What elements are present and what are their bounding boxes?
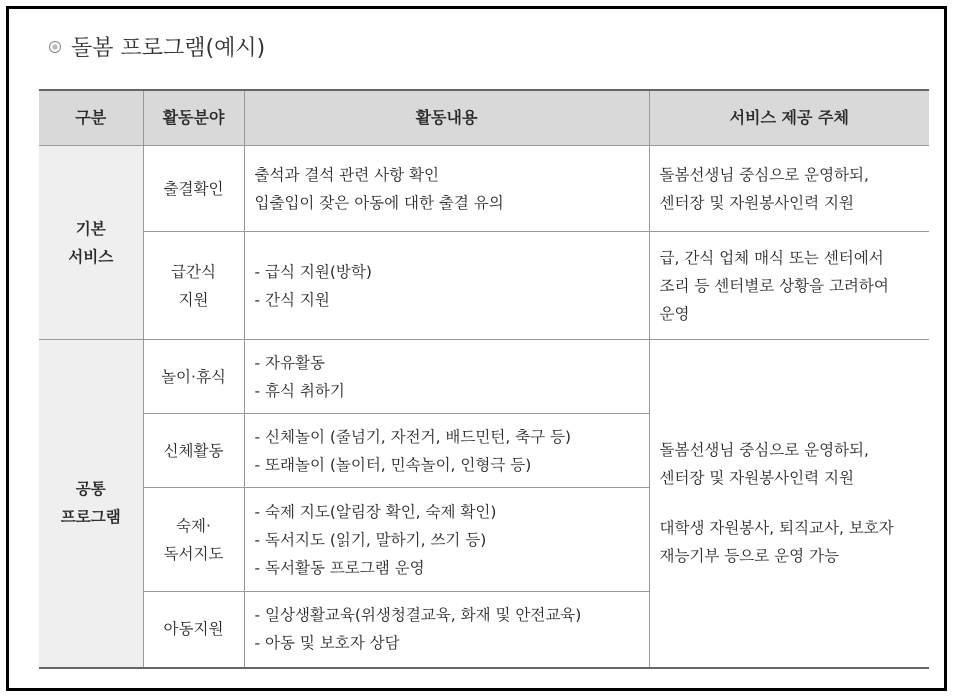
area-attendance: 출결확인 — [143, 146, 244, 232]
content-child-support: - 일상생활교육(위생청결교육, 화재 및 안전교육) - 아동 및 보호자 상담 — [244, 592, 649, 668]
area-play-rest: 놀이·휴식 — [143, 340, 244, 414]
content-meal-snack: - 급식 지원(방학) - 간식 지원 — [244, 232, 649, 340]
title-text: 돌봄 프로그램(예시) — [71, 36, 266, 61]
circle-bullet-icon — [49, 41, 61, 53]
provider-attendance: 돌봄선생님 중심으로 운영하되, 센터장 및 자원봉사인력 지원 — [649, 146, 929, 232]
content-homework-reading: - 숙제 지도(알림장 확인, 숙제 확인) - 독서지도 (읽기, 말하기, 쓰기 등) - 독서활동 프로그램 운영 — [244, 488, 649, 592]
provider-meal-snack: 급, 간식 업체 매식 또는 센터에서 조리 등 센터별로 상황을 고려하여 운영 — [649, 232, 929, 340]
category-common-program: 공통 프로그램 — [39, 340, 143, 668]
table-header-row — [39, 90, 929, 146]
table-row — [39, 232, 929, 340]
document-title — [49, 31, 265, 62]
care-program-table — [39, 89, 929, 669]
area-homework-reading: 숙제· 독서지도 — [143, 488, 244, 592]
area-meal-snack: 급간식 지원 — [143, 232, 244, 340]
header-area: 활동분야 — [143, 90, 244, 146]
area-physical-activity: 신체활동 — [143, 414, 244, 488]
document-frame — [6, 6, 947, 691]
header-content: 활동내용 — [244, 90, 649, 146]
table-row — [39, 340, 929, 414]
area-child-support: 아동지원 — [143, 592, 244, 668]
category-basic-service: 기본 서비스 — [39, 146, 143, 340]
content-play-rest: - 자유활동 - 휴식 취하기 — [244, 340, 649, 414]
provider-common-program: 돌봄선생님 중심으로 운영하되, 센터장 및 자원봉사인력 지원 대학생 자원봉사, 퇴직교사, 보호자 재능기부 등으로 운영 가능 — [649, 340, 929, 668]
content-physical-activity: - 신체놀이 (줄넘기, 자전거, 배드민턴, 축구 등) - 또래놀이 (놀이터, 민속놀이, 인형극 등) — [244, 414, 649, 488]
content-attendance: 출석과 결석 관련 사항 확인 입출입이 잦은 아동에 대한 출결 유의 — [244, 146, 649, 232]
header-category: 구분 — [39, 90, 143, 146]
table-row — [39, 146, 929, 232]
header-provider: 서비스 제공 주체 — [649, 90, 929, 146]
